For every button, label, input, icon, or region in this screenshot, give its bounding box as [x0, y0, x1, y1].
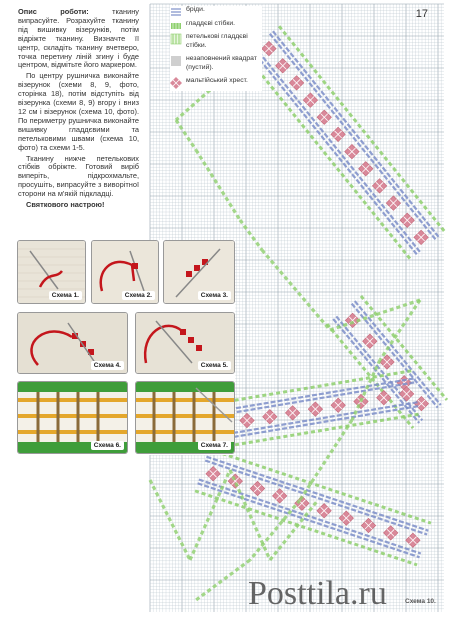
border-stitch-line — [176, 90, 210, 120]
page-number: 17 — [415, 8, 428, 20]
border-stitch-line — [196, 150, 240, 220]
photo-panels — [17, 240, 235, 455]
bridge-icon — [170, 6, 182, 18]
satin-stitch-icon — [170, 20, 182, 32]
legend-item-empty-square — [170, 55, 262, 72]
photo-caption: Схема 6. — [91, 441, 124, 450]
footer-note: Схема 10. — [405, 598, 436, 605]
instructions-p1 — [18, 8, 139, 70]
photo-caption: Схема 1. — [49, 291, 82, 300]
maltese-cross-icon — [170, 77, 182, 89]
photo-schema-4 — [17, 312, 128, 374]
photo-schema-5 — [135, 312, 235, 374]
instructions-p2: По центру рушничка виконайте візерунок (схеми 8, 9, фото, сторінка 18), потім відступіть від візерунка (схеми 8, 9) вгору і вниз 12 см і візерунок (схема 10, фото). По периметру рушничка виконайте вишивку гладдєвими та петельковими швами (схема 10, фото) та схеми 1-5. — [18, 71, 139, 152]
photo-schema-3 — [163, 240, 235, 304]
photo-schema-7 — [135, 381, 235, 454]
legend-label: гладдєві стібки. — [186, 19, 236, 27]
legend-label: бріди. — [186, 6, 205, 13]
legend-item-bridges — [170, 6, 262, 15]
border-stitch-line — [176, 120, 196, 150]
instructions-title: Опис роботи: — [18, 7, 89, 16]
photo-schema-1 — [17, 240, 86, 304]
bridge-line — [273, 31, 439, 237]
legend — [170, 6, 262, 91]
photo-caption: Схема 4. — [91, 361, 124, 370]
photo-schema-2 — [91, 240, 159, 304]
instructions-wish: Святкового настрою! — [26, 200, 105, 210]
photo-caption: Схема 5. — [198, 361, 231, 370]
instructions-p3: Тканину нижче петелькових стібків обріжте. Готовий виріб виперіть, підкрохмальте, просушіть, випрасуйте з виворітної сторони на м'якій підкладці. — [18, 153, 139, 199]
photo-schema-6 — [17, 381, 128, 454]
bridge-line — [254, 46, 420, 252]
photo-caption: Схема 3. — [198, 291, 231, 300]
loop-satin-stitch-icon — [170, 33, 182, 45]
photo-caption: Схема 7. — [198, 441, 231, 450]
legend-label: мальтійський хрест. — [186, 77, 248, 84]
instructions-p1-text: тканину випрасуйте. Розрахуйте тканину під вишивку візерунків, потім відріжте тканину. Визначте її центр, складіть тканину вчетверо, точка перетину ліній згину і буде центром, відмітьте його маркером. — [18, 7, 139, 70]
empty-square-icon — [170, 55, 182, 67]
legend-item-satin — [170, 20, 262, 29]
border-stitch-line — [262, 250, 330, 330]
legend-item-maltese-cross — [170, 77, 262, 86]
legend-item-loop-satin — [170, 33, 262, 50]
satin-stitch-line — [279, 26, 445, 232]
bridge-line — [251, 49, 417, 255]
legend-label: незаповнений квадрат (пустий). — [186, 55, 257, 71]
border-stitch-line — [380, 300, 420, 360]
instructions — [18, 8, 141, 212]
watermark: Posttila.ru — [248, 575, 387, 612]
legend-label: петелькові гладдєві стібки. — [186, 33, 248, 49]
photo-caption: Схема 2. — [122, 291, 155, 300]
